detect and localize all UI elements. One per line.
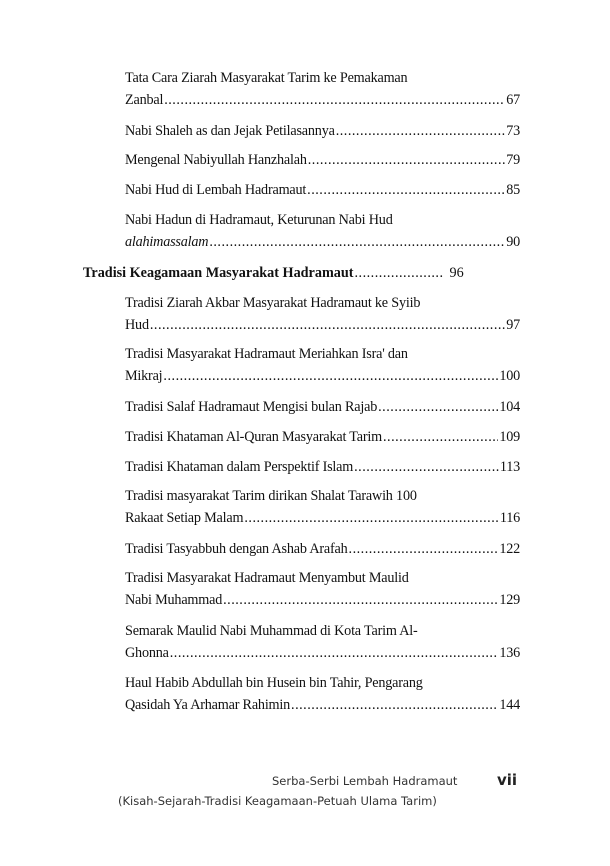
toc-entry-title: Nabi Shaleh as dan Jejak Petilasannya — [125, 123, 335, 139]
leader-dots — [308, 149, 505, 171]
toc-entry-page: 122 — [499, 541, 520, 557]
toc-entry[interactable] — [125, 538, 520, 560]
toc-entry-page: 116 — [499, 510, 520, 526]
toc-entry[interactable] — [125, 67, 520, 111]
leader-dots — [150, 314, 505, 336]
toc-entry-page: 104 — [499, 399, 520, 415]
toc-entry-title: Tradisi Khataman dalam Perspektif Islam — [125, 459, 354, 475]
toc-entry-title-line2: Hud — [125, 317, 149, 333]
leader-dots — [223, 589, 498, 611]
toc-entry[interactable] — [125, 396, 520, 418]
footer-subtitle: (Kisah-Sejarah-Tradisi Keagamaan-Petuah Ulama Tarim) — [118, 794, 437, 808]
toc-entry[interactable] — [125, 485, 520, 529]
toc-entry-page: 96 — [449, 265, 464, 281]
toc-entry-title: Tradisi Salaf Hadramaut Mengisi bulan Rajab — [125, 399, 378, 415]
toc-entry-page: 144 — [499, 697, 520, 713]
leader-dots — [307, 179, 505, 201]
toc-entry[interactable] — [125, 343, 520, 387]
toc-entry-page: 129 — [499, 592, 520, 608]
toc-entry[interactable] — [125, 149, 520, 171]
toc-entry[interactable] — [125, 426, 520, 448]
toc-entry[interactable] — [125, 672, 520, 716]
leader-dots — [244, 507, 499, 529]
toc-entry-title: Tradisi Tasyabbuh dengan Ashab Arafah — [125, 541, 348, 557]
toc-entry-page: 79 — [506, 152, 520, 168]
footer-book-title: Serba-Serbi Lembah Hadramaut — [272, 774, 458, 788]
toc-entry-title-line2: Zanbal — [125, 92, 164, 108]
leader-dots — [383, 426, 498, 448]
toc-section-title: Tradisi Keagamaan Masyarakat Hadramaut — [83, 265, 354, 281]
leader-dots — [336, 120, 506, 142]
leader-dots — [170, 642, 499, 664]
leader-dots — [291, 694, 498, 716]
leader-dots — [209, 231, 505, 253]
toc-entry-title: Mengenal Nabiyullah Hanzhalah — [125, 152, 307, 168]
toc-entry-page: 100 — [499, 368, 520, 384]
toc-entry-title-line1: Tradisi Masyarakat Hadramaut Meriahkan Isra' dan — [125, 346, 408, 362]
toc-entry-title-line2: Ghonna — [125, 645, 169, 661]
leader-dots — [354, 456, 499, 478]
toc-entry[interactable] — [125, 567, 520, 611]
toc-entry-title: Nabi Hud di Lembah Hadramaut — [125, 182, 307, 198]
toc-section-entry[interactable] — [83, 262, 522, 284]
toc-entry-title-line1: Tata Cara Ziarah Masyarakat Tarim ke Pemakaman — [125, 70, 408, 86]
toc-entry-title-line2: Qasidah Ya Arhamar Rahimin — [125, 697, 291, 713]
toc-entry-title-line1: Nabi Hadun di Hadramaut, Keturunan Nabi Hud — [125, 212, 393, 228]
toc-entry-title-line1: Semarak Maulid Nabi Muhammad di Kota Tarim Al- — [125, 623, 418, 639]
page-number: vii — [497, 771, 518, 789]
toc-entry[interactable] — [125, 120, 520, 142]
leader-dots — [378, 396, 498, 418]
toc-entry[interactable] — [125, 209, 520, 253]
toc-entry-title: Tradisi Khataman Al-Quran Masyarakat Tarim — [125, 429, 382, 445]
leader-dots — [354, 262, 444, 284]
toc-entry-title-line2: Mikraj — [125, 368, 163, 384]
toc-entry-page: 67 — [506, 92, 520, 108]
leader-dots — [164, 89, 505, 111]
toc-entry-title-line2: Nabi Muhammad — [125, 592, 223, 608]
toc-entry-page: 90 — [506, 234, 520, 250]
toc-entry[interactable] — [125, 620, 520, 664]
toc-entry-page: 109 — [499, 429, 520, 445]
toc-entry[interactable] — [125, 292, 520, 336]
toc-entry-page: 85 — [506, 182, 520, 198]
toc-entry-title-line1: Tradisi Ziarah Akbar Masyarakat Hadramaut ke Syiib — [125, 295, 421, 311]
toc-entry-title-line1: Tradisi Masyarakat Hadramaut Menyambut Maulid — [125, 570, 409, 586]
toc-entry-page: 113 — [499, 459, 520, 475]
toc-entry-page: 97 — [506, 317, 520, 333]
toc-entry-title-line1: Tradisi masyarakat Tarim dirikan Shalat Tarawih 100 — [125, 488, 417, 504]
toc-entry-title-line2: Rakaat Setiap Malam — [125, 510, 244, 526]
toc-entry-page: 73 — [506, 123, 520, 139]
leader-dots — [349, 538, 499, 560]
toc-entry[interactable] — [125, 456, 520, 478]
leader-dots — [163, 365, 498, 387]
toc-entry[interactable] — [125, 179, 520, 201]
toc-entry-title-line2: alahimassalam — [125, 234, 209, 250]
toc-entry-title-line1: Haul Habib Abdullah bin Husein bin Tahir, Pengarang — [125, 675, 423, 691]
toc-entry-page: 136 — [499, 645, 520, 661]
